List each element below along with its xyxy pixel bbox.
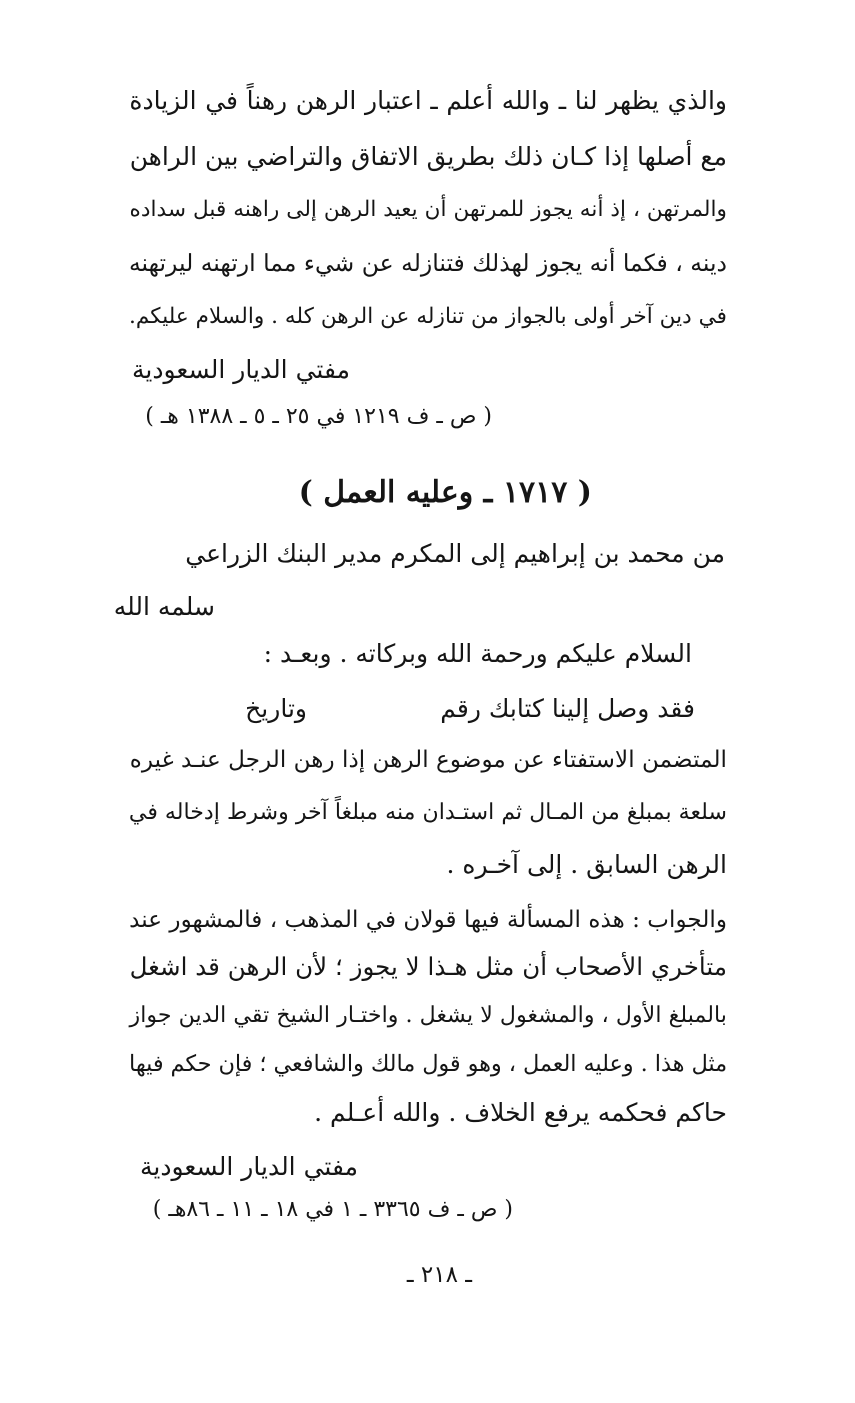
answer-line: حاكم فحكمه يرفع الخلاف . والله أعـلم . — [314, 1098, 727, 1127]
fatwa-reference: ( ص ـ ف ١٢١٩ في ٢٥ ـ ٥ ـ ١٣٨٨ هـ ) — [145, 404, 492, 429]
salutation-short: سلمه الله — [113, 592, 215, 621]
paragraph-line: سلعة بمبلغ من المـال ثم استـدان منه مبلغاً آخر وشرط إدخاله في — [128, 799, 727, 825]
section-heading: ( ١٧١٧ ـ وعليه العمل ) — [298, 475, 592, 510]
paragraph-line: الرهن السابق . إلى آخـره . — [446, 850, 727, 879]
mufti-signature: مفتي الديار السعودية — [140, 1152, 358, 1181]
letter-reference-number: فقد وصل إلينا كتابك رقم — [440, 694, 695, 723]
paragraph-line: والمرتهن ، إذ أنه يجوز للمرتهن أن يعيد الرهن إلى راهنه قبل سداده — [129, 197, 727, 222]
letter-from-line: من محمد بن إبراهيم إلى المكرم مدير البنك الزراعي — [185, 539, 725, 568]
paragraph-line: المتضمن الاستفتاء عن موضوع الرهن إذا رهن الرجل عنـد غيره — [129, 746, 727, 773]
greeting-line: السلام عليكم ورحمة الله وبركاته . وبعـد : — [263, 639, 692, 668]
answer-line: مثل هذا . وعليه العمل ، وهو قول مالك والشافعي ؛ فإن حكم فيها — [129, 1051, 727, 1077]
answer-line: والجواب : هذه المسألة فيها قولان في المذهب ، فالمشهور عند — [129, 907, 727, 933]
page-number: ـ ٢١٨ ـ — [406, 1262, 472, 1288]
paragraph-line: دينه ، فكما أنه يجوز لهذلك فتنازله عن شيء مما ارتهنه ليرتهنه — [128, 249, 727, 277]
answer-line: بالمبلغ الأول ، والمشغول لا يشغل . واختـار الشيخ تقي الدين جواز — [129, 1002, 727, 1028]
answer-line: متأخري الأصحاب أن مثل هـذا لا يجوز ؛ لأن الرهن قد اشغل — [129, 952, 727, 981]
paragraph-line: والذي يظهر لنا ـ والله أعلم ـ اعتبار الرهن رهناً في الزيادة — [129, 86, 727, 115]
fatwa-reference: ( ص ـ ف ٣٣٦٥ ـ ١ في ١٨ ـ ١١ ـ ٨٦هـ ) — [152, 1197, 513, 1222]
mufti-signature: مفتي الديار السعودية — [132, 355, 350, 384]
paragraph-line: مع أصلها إذا كـان ذلك بطريق الاتفاق والتراضي بين الراهن — [129, 142, 727, 171]
letter-reference-date: وتاريخ — [245, 694, 307, 723]
paragraph-line: في دين آخر أولى بالجواز من تنازله عن الرهن كله . والسلام عليكم. — [128, 304, 727, 329]
